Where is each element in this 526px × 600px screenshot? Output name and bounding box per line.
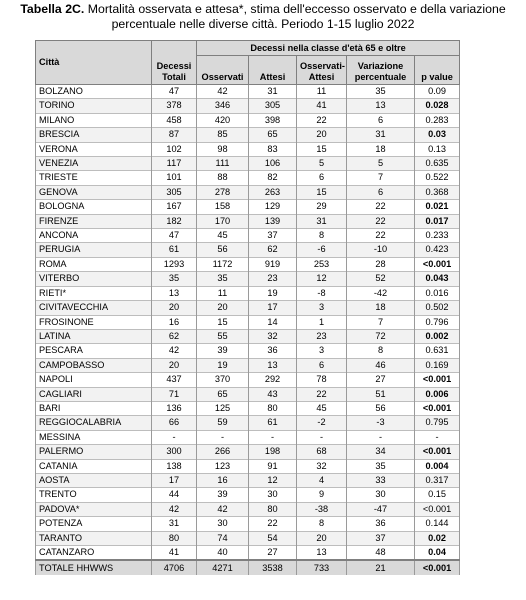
cell-p-value: 0.017 <box>415 214 460 228</box>
cell-variazione-percentuale: -42 <box>347 286 415 300</box>
cell-city: BRESCIA <box>36 128 152 142</box>
cell-decessi-totali: 80 <box>152 531 197 545</box>
cell-p-value: 0.043 <box>415 272 460 286</box>
cell-osservati-attesi: 253 <box>297 257 347 271</box>
cell-attesi: 198 <box>249 445 297 459</box>
cell-osservati: 42 <box>197 85 249 99</box>
cell-decessi-totali: 305 <box>152 185 197 199</box>
cell-p-value: 0.423 <box>415 243 460 257</box>
cell-attesi: 22 <box>249 517 297 531</box>
cell-osservati: 125 <box>197 401 249 415</box>
cell-decessi-totali: 17 <box>152 473 197 487</box>
table-row <box>36 286 460 300</box>
header-attesi: Attesi <box>249 56 297 85</box>
cell-p-value: 0.006 <box>415 387 460 401</box>
cell-attesi: 3538 <box>249 560 297 575</box>
cell-osservati: 39 <box>197 344 249 358</box>
cell-city: CIVITAVECCHIA <box>36 301 152 315</box>
cell-attesi: 129 <box>249 200 297 214</box>
cell-osservati: 39 <box>197 488 249 502</box>
cell-osservati-attesi: -38 <box>297 502 347 516</box>
cell-osservati: 56 <box>197 243 249 257</box>
cell-decessi-totali: 41 <box>152 546 197 561</box>
cell-variazione-percentuale: 27 <box>347 373 415 387</box>
cell-osservati: 16 <box>197 473 249 487</box>
cell-osservati-attesi: 3 <box>297 301 347 315</box>
cell-attesi: 23 <box>249 272 297 286</box>
cell-variazione-percentuale: 8 <box>347 344 415 358</box>
cell-osservati-attesi: 41 <box>297 99 347 113</box>
cell-variazione-percentuale: -10 <box>347 243 415 257</box>
cell-decessi-totali: 101 <box>152 171 197 185</box>
cell-city: ANCONA <box>36 229 152 243</box>
cell-decessi-totali: 20 <box>152 358 197 372</box>
cell-osservati-attesi: 15 <box>297 185 347 199</box>
cell-variazione-percentuale: 13 <box>347 99 415 113</box>
cell-decessi-totali: 87 <box>152 128 197 142</box>
cell-osservati: 15 <box>197 315 249 329</box>
cell-attesi: 398 <box>249 113 297 127</box>
cell-decessi-totali: 20 <box>152 301 197 315</box>
cell-p-value: 0.368 <box>415 185 460 199</box>
cell-decessi-totali: 62 <box>152 329 197 343</box>
table-row <box>36 546 460 561</box>
cell-attesi: 82 <box>249 171 297 185</box>
header-group-65-plus: Decessi nella classe d'età 65 e oltre <box>197 41 460 56</box>
cell-osservati-attesi: 6 <box>297 171 347 185</box>
caption-line-1-text: Mortalità osservata e attesa*, stima dell'eccesso osservato e della variazione <box>84 2 506 16</box>
cell-decessi-totali: 66 <box>152 416 197 430</box>
cell-variazione-percentuale: 37 <box>347 531 415 545</box>
cell-variazione-percentuale: 36 <box>347 517 415 531</box>
cell-attesi: 106 <box>249 157 297 171</box>
cell-p-value: 0.631 <box>415 344 460 358</box>
cell-p-value: - <box>415 430 460 444</box>
cell-attesi: 43 <box>249 387 297 401</box>
cell-city: TRIESTE <box>36 171 152 185</box>
cell-decessi-totali: 47 <box>152 85 197 99</box>
cell-osservati: 65 <box>197 387 249 401</box>
cell-variazione-percentuale: - <box>347 430 415 444</box>
cell-variazione-percentuale: 18 <box>347 301 415 315</box>
cell-decessi-totali: 182 <box>152 214 197 228</box>
cell-variazione-percentuale: 22 <box>347 229 415 243</box>
cell-p-value: 0.021 <box>415 200 460 214</box>
cell-variazione-percentuale: 46 <box>347 358 415 372</box>
cell-p-value: 0.09 <box>415 85 460 99</box>
cell-decessi-totali: 102 <box>152 142 197 156</box>
cell-variazione-percentuale: 31 <box>347 128 415 142</box>
table-row <box>36 113 460 127</box>
cell-variazione-percentuale: 56 <box>347 401 415 415</box>
cell-city: CAGLIARI <box>36 387 152 401</box>
cell-osservati-attesi: 23 <box>297 329 347 343</box>
cell-attesi: 65 <box>249 128 297 142</box>
cell-osservati: 42 <box>197 502 249 516</box>
table-row <box>36 85 460 99</box>
cell-decessi-totali: 13 <box>152 286 197 300</box>
cell-p-value: 0.13 <box>415 142 460 156</box>
table-row <box>36 344 460 358</box>
table-row <box>36 315 460 329</box>
cell-osservati-attesi: 22 <box>297 387 347 401</box>
cell-osservati-attesi: 11 <box>297 85 347 99</box>
cell-osservati: 88 <box>197 171 249 185</box>
cell-osservati-attesi: 68 <box>297 445 347 459</box>
cell-p-value: <0.001 <box>415 445 460 459</box>
cell-p-value: 0.002 <box>415 329 460 343</box>
cell-variazione-percentuale: 30 <box>347 488 415 502</box>
cell-attesi: 27 <box>249 546 297 561</box>
header-oa-line-1: Osservati- <box>300 61 345 71</box>
cell-city: FROSINONE <box>36 315 152 329</box>
cell-variazione-percentuale: -3 <box>347 416 415 430</box>
cell-p-value: <0.001 <box>415 560 460 575</box>
cell-osservati: 30 <box>197 517 249 531</box>
table-row <box>36 243 460 257</box>
cell-variazione-percentuale: 6 <box>347 113 415 127</box>
cell-p-value: 0.15 <box>415 488 460 502</box>
cell-variazione-percentuale: 34 <box>347 445 415 459</box>
cell-p-value: 0.016 <box>415 286 460 300</box>
table-row <box>36 329 460 343</box>
cell-city: CAMPOBASSO <box>36 358 152 372</box>
cell-variazione-percentuale: 18 <box>347 142 415 156</box>
cell-p-value: 0.233 <box>415 229 460 243</box>
cell-p-value: 0.522 <box>415 171 460 185</box>
cell-osservati: 111 <box>197 157 249 171</box>
cell-city: BARI <box>36 401 152 415</box>
table-row <box>36 171 460 185</box>
cell-decessi-totali: 42 <box>152 344 197 358</box>
table-caption <box>0 2 526 32</box>
cell-decessi-totali: 1293 <box>152 257 197 271</box>
cell-osservati: 98 <box>197 142 249 156</box>
cell-variazione-percentuale: 22 <box>347 214 415 228</box>
cell-p-value: 0.317 <box>415 473 460 487</box>
cell-city: CATANZARO <box>36 546 152 561</box>
cell-decessi-totali: - <box>152 430 197 444</box>
cell-variazione-percentuale: 72 <box>347 329 415 343</box>
cell-attesi: 62 <box>249 243 297 257</box>
table-row <box>36 200 460 214</box>
cell-variazione-percentuale: 21 <box>347 560 415 575</box>
table-row <box>36 502 460 516</box>
caption-lead: Tabella 2C. <box>20 2 85 16</box>
cell-attesi: 263 <box>249 185 297 199</box>
table-row <box>36 430 460 444</box>
cell-variazione-percentuale: 35 <box>347 459 415 473</box>
cell-osservati: 370 <box>197 373 249 387</box>
cell-osservati-attesi: 5 <box>297 157 347 171</box>
cell-p-value: 0.635 <box>415 157 460 171</box>
header-decessi-line-2: Totali <box>162 72 186 82</box>
cell-osservati-attesi: 6 <box>297 358 347 372</box>
cell-osservati-attesi: 22 <box>297 113 347 127</box>
cell-attesi: 31 <box>249 85 297 99</box>
cell-city: REGGIOCALABRIA <box>36 416 152 430</box>
cell-osservati: - <box>197 430 249 444</box>
cell-osservati: 4271 <box>197 560 249 575</box>
cell-city: PESCARA <box>36 344 152 358</box>
cell-osservati-attesi: 733 <box>297 560 347 575</box>
cell-attesi: 12 <box>249 473 297 487</box>
cell-osservati-attesi: -8 <box>297 286 347 300</box>
cell-osservati-attesi: - <box>297 430 347 444</box>
cell-osservati: 35 <box>197 272 249 286</box>
cell-osservati: 19 <box>197 358 249 372</box>
cell-p-value: 0.502 <box>415 301 460 315</box>
cell-p-value: 0.004 <box>415 459 460 473</box>
cell-p-value: 0.028 <box>415 99 460 113</box>
cell-osservati-attesi: 13 <box>297 546 347 561</box>
cell-osservati: 45 <box>197 229 249 243</box>
cell-attesi: 83 <box>249 142 297 156</box>
cell-p-value: <0.001 <box>415 257 460 271</box>
cell-osservati: 420 <box>197 113 249 127</box>
header-var-line-1: Variazione <box>357 61 404 71</box>
cell-osservati: 59 <box>197 416 249 430</box>
cell-variazione-percentuale: 52 <box>347 272 415 286</box>
cell-city: TRENTO <box>36 488 152 502</box>
table-row <box>36 99 460 113</box>
cell-osservati-attesi: -2 <box>297 416 347 430</box>
cell-osservati: 170 <box>197 214 249 228</box>
cell-osservati-attesi: 29 <box>297 200 347 214</box>
cell-attesi: 17 <box>249 301 297 315</box>
cell-attesi: - <box>249 430 297 444</box>
cell-p-value: <0.001 <box>415 502 460 516</box>
cell-city: PERUGIA <box>36 243 152 257</box>
cell-variazione-percentuale: 51 <box>347 387 415 401</box>
table-body <box>36 85 460 576</box>
table-row <box>36 373 460 387</box>
cell-decessi-totali: 44 <box>152 488 197 502</box>
cell-osservati-attesi: 8 <box>297 229 347 243</box>
cell-p-value: <0.001 <box>415 373 460 387</box>
cell-osservati-attesi: 20 <box>297 531 347 545</box>
cell-attesi: 54 <box>249 531 297 545</box>
cell-osservati: 11 <box>197 286 249 300</box>
table-row <box>36 301 460 315</box>
cell-decessi-totali: 437 <box>152 373 197 387</box>
cell-osservati-attesi: 12 <box>297 272 347 286</box>
cell-p-value: 0.169 <box>415 358 460 372</box>
cell-attesi: 13 <box>249 358 297 372</box>
cell-city: MILANO <box>36 113 152 127</box>
table-row <box>36 401 460 415</box>
cell-city: VITERBO <box>36 272 152 286</box>
cell-decessi-totali: 136 <box>152 401 197 415</box>
header-row-group <box>36 41 460 56</box>
table-row <box>36 142 460 156</box>
caption-line-1 <box>0 2 526 17</box>
cell-decessi-totali: 61 <box>152 243 197 257</box>
cell-attesi: 292 <box>249 373 297 387</box>
header-decessi-line-1: Decessi <box>156 61 192 71</box>
header-osservati: Osservati <box>197 56 249 85</box>
cell-city: TOTALE HHWWS <box>36 560 152 575</box>
cell-osservati: 20 <box>197 301 249 315</box>
cell-attesi: 139 <box>249 214 297 228</box>
cell-city: RIETI* <box>36 286 152 300</box>
table-row <box>36 157 460 171</box>
cell-variazione-percentuale: 28 <box>347 257 415 271</box>
cell-attesi: 32 <box>249 329 297 343</box>
cell-city: PADOVA* <box>36 502 152 516</box>
cell-osservati: 346 <box>197 99 249 113</box>
cell-osservati-attesi: 8 <box>297 517 347 531</box>
cell-variazione-percentuale: 6 <box>347 185 415 199</box>
cell-attesi: 919 <box>249 257 297 271</box>
cell-decessi-totali: 117 <box>152 157 197 171</box>
cell-city: TORINO <box>36 99 152 113</box>
cell-osservati: 85 <box>197 128 249 142</box>
cell-p-value: 0.03 <box>415 128 460 142</box>
mortality-table <box>35 40 460 575</box>
cell-osservati-attesi: 9 <box>297 488 347 502</box>
cell-variazione-percentuale: 22 <box>347 200 415 214</box>
header-variazione-percentuale <box>347 56 415 85</box>
header-decessi-totali <box>152 41 197 85</box>
table-row <box>36 214 460 228</box>
cell-attesi: 19 <box>249 286 297 300</box>
table-row <box>36 229 460 243</box>
cell-decessi-totali: 300 <box>152 445 197 459</box>
cell-attesi: 91 <box>249 459 297 473</box>
table-row <box>36 473 460 487</box>
table-row <box>36 128 460 142</box>
header-oa-line-2: Attesi <box>308 72 335 82</box>
caption-line-2: percentuale nelle diverse città. Periodo 1-15 luglio 2022 <box>111 17 415 31</box>
cell-attesi: 80 <box>249 401 297 415</box>
cell-city: LATINA <box>36 329 152 343</box>
table-row <box>36 517 460 531</box>
cell-p-value: 0.02 <box>415 531 460 545</box>
cell-osservati-attesi: -6 <box>297 243 347 257</box>
cell-osservati-attesi: 4 <box>297 473 347 487</box>
table-row <box>36 445 460 459</box>
cell-variazione-percentuale: 48 <box>347 546 415 561</box>
cell-osservati-attesi: 20 <box>297 128 347 142</box>
cell-city: CATANIA <box>36 459 152 473</box>
cell-p-value: 0.283 <box>415 113 460 127</box>
header-p-value: p value <box>415 56 460 85</box>
cell-city: FIRENZE <box>36 214 152 228</box>
table-row <box>36 185 460 199</box>
cell-attesi: 36 <box>249 344 297 358</box>
cell-decessi-totali: 42 <box>152 502 197 516</box>
cell-variazione-percentuale: -47 <box>347 502 415 516</box>
table-row <box>36 272 460 286</box>
header-osservati-attesi <box>297 56 347 85</box>
cell-p-value: 0.04 <box>415 546 460 561</box>
cell-p-value: <0.001 <box>415 401 460 415</box>
cell-osservati: 74 <box>197 531 249 545</box>
cell-osservati: 266 <box>197 445 249 459</box>
cell-city: BOLZANO <box>36 85 152 99</box>
cell-variazione-percentuale: 5 <box>347 157 415 171</box>
cell-decessi-totali: 16 <box>152 315 197 329</box>
cell-attesi: 30 <box>249 488 297 502</box>
cell-decessi-totali: 167 <box>152 200 197 214</box>
cell-decessi-totali: 31 <box>152 517 197 531</box>
cell-osservati: 40 <box>197 546 249 561</box>
cell-osservati: 1172 <box>197 257 249 271</box>
cell-osservati-attesi: 1 <box>297 315 347 329</box>
cell-city: TARANTO <box>36 531 152 545</box>
cell-decessi-totali: 378 <box>152 99 197 113</box>
header-citta: Città <box>36 41 152 85</box>
cell-variazione-percentuale: 33 <box>347 473 415 487</box>
cell-variazione-percentuale: 7 <box>347 171 415 185</box>
header-var-line-2: percentuale <box>354 72 407 82</box>
cell-attesi: 14 <box>249 315 297 329</box>
cell-osservati: 278 <box>197 185 249 199</box>
cell-city: ROMA <box>36 257 152 271</box>
cell-decessi-totali: 138 <box>152 459 197 473</box>
cell-p-value: 0.796 <box>415 315 460 329</box>
cell-osservati-attesi: 3 <box>297 344 347 358</box>
cell-osservati-attesi: 31 <box>297 214 347 228</box>
cell-city: MESSINA <box>36 430 152 444</box>
cell-attesi: 80 <box>249 502 297 516</box>
cell-variazione-percentuale: 35 <box>347 85 415 99</box>
table-row <box>36 358 460 372</box>
cell-city: PALERMO <box>36 445 152 459</box>
cell-decessi-totali: 4706 <box>152 560 197 575</box>
table-row <box>36 488 460 502</box>
cell-osservati-attesi: 45 <box>297 401 347 415</box>
cell-osservati: 158 <box>197 200 249 214</box>
table-row <box>36 416 460 430</box>
cell-attesi: 37 <box>249 229 297 243</box>
table-row <box>36 459 460 473</box>
cell-city: NAPOLI <box>36 373 152 387</box>
cell-osservati-attesi: 78 <box>297 373 347 387</box>
cell-city: AOSTA <box>36 473 152 487</box>
cell-variazione-percentuale: 7 <box>347 315 415 329</box>
table-row <box>36 531 460 545</box>
cell-attesi: 305 <box>249 99 297 113</box>
table-row <box>36 387 460 401</box>
cell-osservati-attesi: 15 <box>297 142 347 156</box>
cell-p-value: 0.144 <box>415 517 460 531</box>
table-total-row <box>36 560 460 575</box>
cell-city: GENOVA <box>36 185 152 199</box>
cell-decessi-totali: 458 <box>152 113 197 127</box>
cell-city: BOLOGNA <box>36 200 152 214</box>
cell-city: VENEZIA <box>36 157 152 171</box>
cell-decessi-totali: 35 <box>152 272 197 286</box>
cell-city: POTENZA <box>36 517 152 531</box>
cell-city: VERONA <box>36 142 152 156</box>
table-row <box>36 257 460 271</box>
cell-p-value: 0.795 <box>415 416 460 430</box>
cell-osservati: 55 <box>197 329 249 343</box>
cell-osservati: 123 <box>197 459 249 473</box>
cell-attesi: 61 <box>249 416 297 430</box>
cell-decessi-totali: 71 <box>152 387 197 401</box>
cell-osservati-attesi: 32 <box>297 459 347 473</box>
cell-decessi-totali: 47 <box>152 229 197 243</box>
